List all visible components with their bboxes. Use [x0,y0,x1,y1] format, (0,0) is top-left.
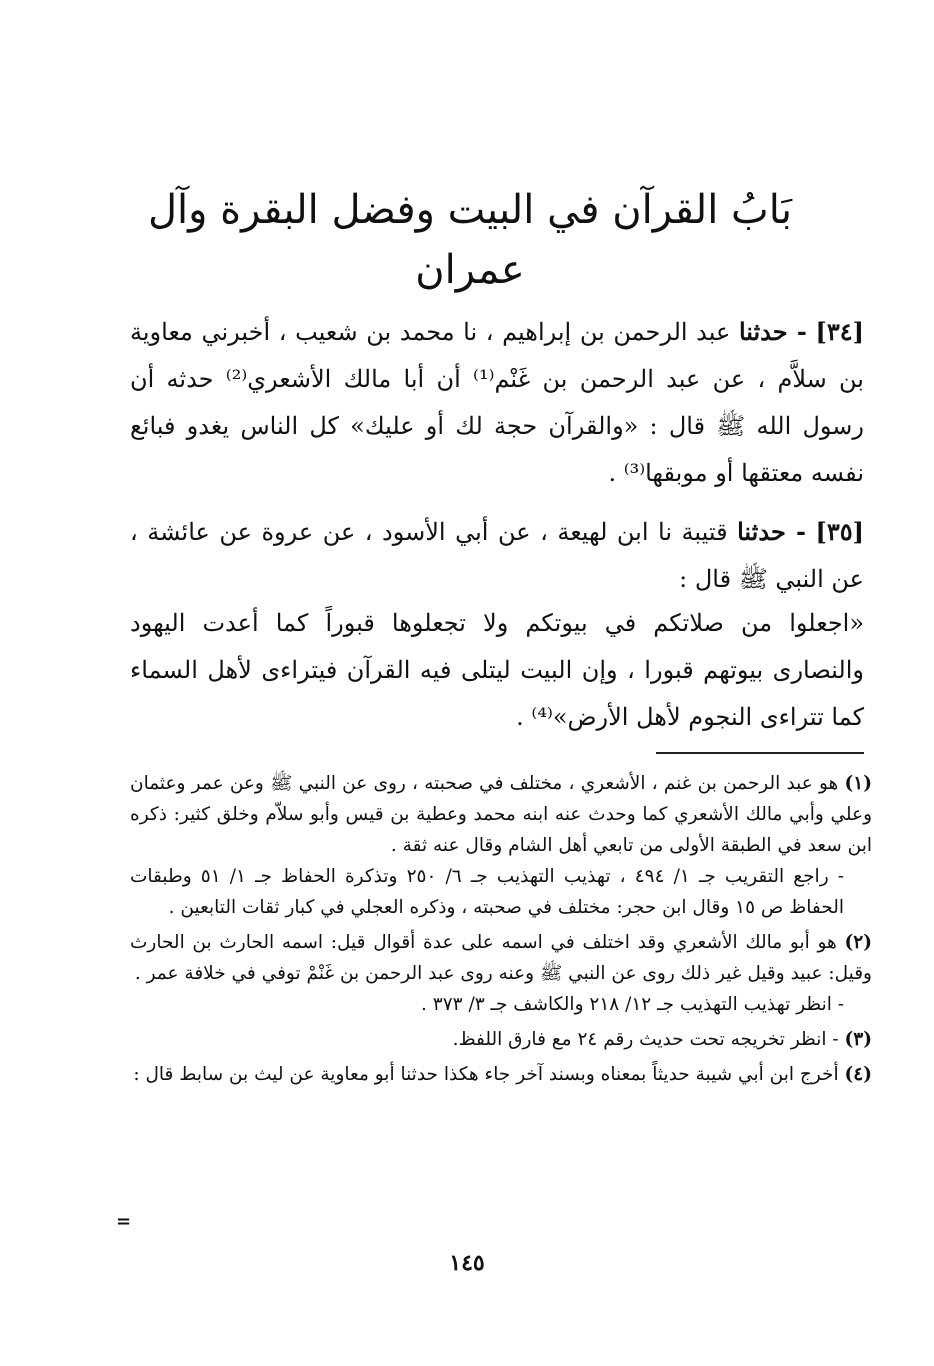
chapter-title: بَابُ القرآن في البيت وفضل البقرة وآل عمران [147,187,793,293]
footnote-number: (٣) [844,1029,872,1050]
hadith-text: عبد الرحمن بن إبراهيم ، نا محمد بن شعيب ، أخبرني معاوية بن سلاَّم ، عن عبد الرحمن بن غَنْم⁽¹⁾ أن أبا مالك الأشعري⁽²⁾ حدثه أن رسول الله ﷺ قال : «والقرآن حجة لك أو عليك» كل الناس يغدو فبائع نفسه معتقها أو موبقها⁽³⁾ . [130,318,864,487]
hadith-lead: - حدثنا [737,517,806,546]
hadith-34 [130,308,864,497]
footnote-text: - انظر تخريجه تحت حديث رقم ٢٤ مع فارق اللفظ. [452,1029,839,1050]
footnote-1 [130,768,872,923]
hadith-number: [٣٤] [815,317,864,346]
footnote-number: (١) [844,773,872,794]
footnote-text: أخرج ابن أبي شيبة حديثاً بمعناه وبسند آخر جاء هكذا حدثنا أبو معاوية عن ليث بن سابط قال : [133,1064,839,1085]
hadith-lead: - حدثنا [738,317,807,346]
footnote-reference: - راجع التقريب جـ ١/ ٤٩٤ ، تهذيب التهذيب جـ ٦/ ٢٥٠ وتذكرة الحفاظ جـ ١/ ٥١ وطبقات الحفاظ ص ١٥ وقال ابن حجر: مختلف في صحبته ، وذكره العجلي في كبار ثقات التابعين . [130,866,844,918]
hadith-35 [130,508,864,603]
page-number: ١٤٥ [449,1250,485,1276]
hadith-text: قتيبة نا ابن لهيعة ، عن أبي الأسود ، عن عروة عن عائشة ، عن النبي ﷺ قال : [130,518,864,593]
footnote-number: (٢) [844,932,872,953]
footnote-4 [130,1059,872,1090]
footnote-number: (٤) [844,1064,872,1085]
prophetic-quote: «اجعلوا من صلاتكم في بيوتكم ولا تجعلوها قبوراً كما أعدت اليهود والنصارى بيوتهم قبورا ، وإن البيت ليتلى فيه القرآن فيتراءى لأهل السماء كما تتراءى النجوم لأهل الأرض»⁽⁴⁾ . [130,609,864,731]
footnote-text: هو عبد الرحمن بن غنم ، الأشعري ، مختلف في صحبته ، روى عن النبي ﷺ وعن عمر وعثمان وعلي وأبي مالك الأشعري كما وحدث عنه ابنه محمد وعطية بن قيس وأبو سلاّم وخلق كثير: ذكره ابن سعد في الطبقة الأولى من تابعي أهل الشام وقال عنه ثقة . [130,773,872,856]
footnotes [130,768,872,1094]
footnote-2 [130,927,872,1020]
footnote-3 [130,1024,872,1055]
hadith-number: [٣٥] [815,517,864,546]
hadith-35-quote [130,600,864,741]
footnote-divider [656,752,864,754]
footnote-text: هو أبو مالك الأشعري وقد اختلف في اسمه على عدة أقوال قيل: اسمه الحارث بن الحارث وقيل: عبيد وقيل غير ذلك روى عن النبي ﷺ وعنه روى عبد الرحمن بن غَنْمْ توفي في خلافة عمر . [130,932,872,984]
footnote-reference: - انظر تهذيب التهذيب جـ ١٢/ ٢١٨ والكاشف جـ ٣/ ٣٧٣ . [421,994,844,1015]
continuation-mark: = [116,1211,132,1232]
